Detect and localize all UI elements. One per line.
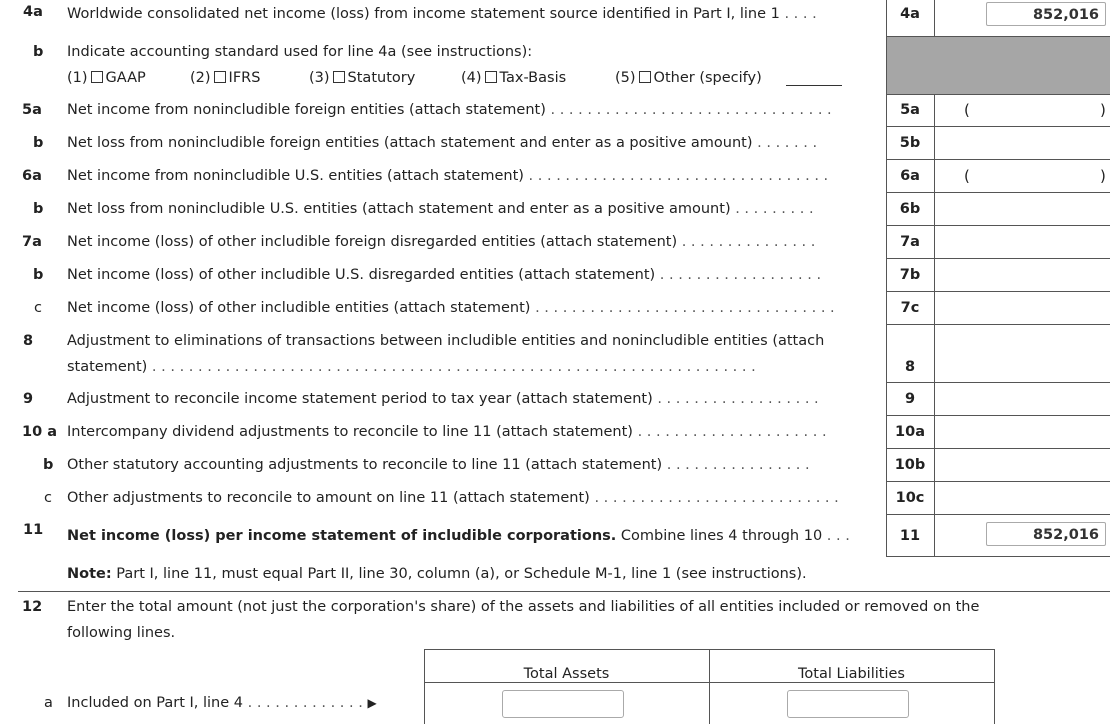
leader-dots: . . . . . . .	[757, 135, 818, 151]
line-text: Net income (loss) of other includible entities (attach statement)	[67, 300, 531, 316]
leader-dots: . . . . . . . . . . . . . . . . . . . . . . . . . . . . . . . . . . . . . . . . . . . . . . . . . . . . . . . . . . . . . . . . . .	[151, 359, 756, 375]
option-label: Tax-Basis	[499, 70, 567, 86]
section-divider	[18, 591, 1110, 592]
leader-dots: . . . . . . . . .	[735, 201, 814, 217]
line-number: 9	[23, 391, 34, 407]
line-label: 9	[904, 391, 916, 407]
row-divider	[886, 192, 1110, 193]
line-text: Net income (loss) of other includible foreign disregarded entities (attach statement)	[67, 234, 678, 250]
line-number: c	[34, 300, 42, 316]
checkbox-icon[interactable]	[91, 71, 103, 83]
checkbox-icon[interactable]	[485, 71, 497, 83]
line-label: 7c	[900, 300, 920, 316]
row-divider	[886, 159, 1110, 160]
line-number: c	[44, 490, 52, 506]
amount-field-4a[interactable]: 852,016	[986, 2, 1106, 26]
row-divider	[886, 415, 1110, 416]
line-number: 6a	[22, 168, 42, 184]
close-paren: )	[1100, 101, 1106, 119]
line-text-continued: following lines.	[67, 625, 176, 641]
line-label: 6b	[899, 201, 921, 217]
column-header-total-assets: Total Assets	[523, 666, 610, 682]
line-label: 8	[904, 359, 916, 375]
row-divider	[886, 225, 1110, 226]
table-border	[424, 649, 425, 724]
line-text: Intercompany dividend adjustments to reconcile to line 11 (attach statement)	[67, 424, 633, 440]
line-text: Net income (loss) of other includible U.S. disregarded entities (attach statement)	[67, 267, 656, 283]
option-number: (2)	[190, 70, 211, 86]
close-paren: )	[1100, 167, 1106, 185]
row-divider	[886, 556, 1110, 557]
line-label: 11	[899, 528, 921, 544]
shaded-cell	[887, 37, 1110, 94]
option-gaap[interactable]	[67, 70, 146, 86]
checkbox-icon[interactable]	[333, 71, 345, 83]
note-label: Note:	[67, 566, 112, 582]
option-tax-basis[interactable]	[461, 70, 566, 86]
leader-dots: . . . . . . . . . . . . . . . . . .	[657, 391, 819, 407]
option-label: IFRS	[228, 70, 261, 86]
line-text: Other statutory accounting adjustments to reconcile to line 11 (attach statement)	[67, 457, 663, 473]
row-divider	[886, 258, 1110, 259]
line-text: Included on Part I, line 4	[67, 695, 243, 711]
line-text: Adjustment to eliminations of transactions between includible entities and nonincludible entities (attach	[67, 333, 825, 349]
row-divider	[886, 94, 1110, 95]
row-divider	[886, 514, 1110, 515]
line-label: 7a	[900, 234, 920, 250]
line-text: Net income from nonincludible foreign entities (attach statement)	[67, 102, 546, 118]
line-label: 10a	[895, 424, 925, 440]
option-label: GAAP	[105, 70, 146, 86]
line-number: b	[33, 267, 44, 283]
option-label: Statutory	[347, 70, 416, 86]
option-label: Other (specify)	[653, 70, 762, 86]
leader-dots: . . . . . . . . . . . . . . .	[681, 234, 816, 250]
option-number: (4)	[461, 70, 482, 86]
open-paren: (	[964, 101, 970, 119]
amount-field-11[interactable]: 852,016	[986, 522, 1106, 546]
line-text: Other adjustments to reconcile to amount on line 11 (attach statement)	[67, 490, 590, 506]
line-text-bold: Net income (loss) per income statement of includible corporations.	[67, 528, 617, 544]
row-divider	[886, 481, 1110, 482]
leader-dots: . . . . . . . . . . . . . . . . . . . . . . . . . . . . . . .	[550, 102, 832, 118]
open-paren: (	[964, 167, 970, 185]
line-text: Adjustment to reconcile income statement period to tax year (attach statement)	[67, 391, 653, 407]
leader-dots: . . .	[826, 528, 850, 544]
line-label: 10c	[895, 490, 925, 506]
row-divider	[886, 324, 1110, 325]
row-divider	[886, 291, 1110, 292]
row-divider	[886, 126, 1110, 127]
table-border	[709, 649, 710, 724]
column-header-total-liabilities: Total Liabilities	[798, 666, 905, 682]
line-number: 8	[23, 333, 34, 349]
line-text-continued: statement)	[67, 359, 148, 375]
line-number: 4a	[23, 4, 43, 20]
line-text: Net loss from nonincludible foreign entities (attach statement and enter as a positive amount)	[67, 135, 753, 151]
line-label: 10b	[894, 457, 926, 473]
leader-dots: . . . . . . . . . . . . .	[247, 695, 363, 711]
line-number: a	[44, 695, 53, 711]
leader-dots: . . . . . . . . . . . . . . . . . . . . .	[637, 424, 827, 440]
total-assets-input[interactable]	[502, 690, 624, 718]
option-other[interactable]	[615, 70, 762, 86]
option-ifrs[interactable]	[190, 70, 260, 86]
specify-underline[interactable]	[786, 85, 842, 86]
line-text: Combine lines 4 through 10	[616, 528, 823, 544]
line-number: 10 a	[22, 424, 58, 440]
line-number: b	[33, 44, 44, 60]
line-label: 6a	[900, 168, 920, 184]
line-number: b	[33, 201, 44, 217]
line-text: Net income from nonincludible U.S. entities (attach statement)	[67, 168, 524, 184]
line-text: Net loss from nonincludible U.S. entities (attach statement and enter as a positive amount)	[67, 201, 731, 217]
line-number: 7a	[22, 234, 42, 250]
line-number: 5a	[22, 102, 42, 118]
line-label: 5a	[900, 102, 920, 118]
line-text: Indicate accounting standard used for line 4a (see instructions):	[67, 44, 533, 60]
line-label: 5b	[899, 135, 921, 151]
row-divider	[886, 382, 1110, 383]
row-divider	[886, 448, 1110, 449]
arrow-icon: ▶	[367, 696, 377, 710]
total-liabilities-input[interactable]	[787, 690, 909, 718]
label-col-right-border	[934, 94, 935, 556]
checkbox-icon[interactable]	[214, 71, 226, 83]
line-label: 7b	[899, 267, 921, 283]
option-statutory[interactable]	[309, 70, 415, 86]
leader-dots: . . . .	[784, 6, 817, 22]
checkbox-icon[interactable]	[639, 71, 651, 83]
note	[67, 566, 807, 582]
line-number: b	[33, 135, 44, 151]
option-number: (1)	[67, 70, 88, 86]
line-text: Enter the total amount (not just the corporation's share) of the assets and liabilities of all entities included or removed on the	[67, 599, 980, 615]
line-number: b	[43, 457, 54, 473]
row-divider	[886, 36, 1110, 37]
leader-dots: . . . . . . . . . . . . . . . . . . . . . . . . . . . . . . . . .	[528, 168, 829, 184]
line-text: Worldwide consolidated net income (loss) from income statement source identified in Part I, line 1	[67, 6, 780, 22]
option-number: (3)	[309, 70, 330, 86]
note-text: Part I, line 11, must equal Part II, line 30, column (a), or Schedule M-1, line 1 (see instructions).	[111, 566, 807, 582]
table-border	[994, 649, 995, 724]
leader-dots: . . . . . . . . . . . . . . . . . . . . . . . . . . .	[594, 490, 839, 506]
line-number: 11	[23, 522, 44, 538]
line-label: 4a	[900, 6, 920, 22]
line-number: 12	[22, 599, 43, 615]
option-number: (5)	[615, 70, 636, 86]
leader-dots: . . . . . . . . . . . . . . . . . .	[659, 267, 822, 283]
leader-dots: . . . . . . . . . . . . . . . . . . . . . . . . . . . . . . . . .	[535, 300, 835, 316]
label-col-right-border	[934, 0, 935, 37]
leader-dots: . . . . . . . . . . . . . . . .	[666, 457, 810, 473]
